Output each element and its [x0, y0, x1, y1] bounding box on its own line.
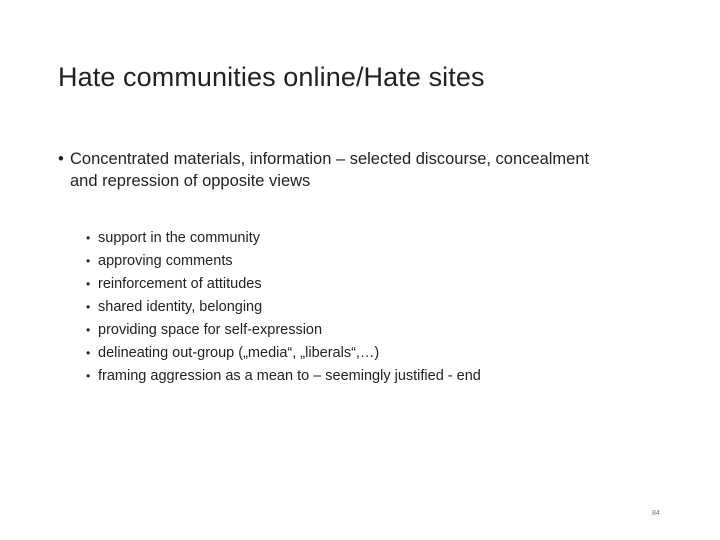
bullet-dot-icon: • [86, 277, 91, 291]
sub-bullet-item [86, 273, 481, 296]
sub-bullet-text: framing aggression as a mean to – seemingly justified - end [98, 368, 481, 384]
sub-bullet-item [86, 227, 481, 250]
sub-bullet-item [86, 296, 481, 319]
sub-bullet-item [86, 319, 481, 342]
bullet-dot-icon: • [86, 231, 91, 245]
bullet-dot-icon: • [86, 369, 91, 383]
bullet-dot-icon: • [86, 323, 91, 337]
sub-bullet-text: approving comments [98, 253, 233, 269]
bullet-dot-icon: • [86, 300, 91, 314]
sub-bullet-text: reinforcement of attitudes [98, 276, 262, 292]
sub-bullet-text: shared identity, belonging [98, 299, 263, 315]
bullet-dot-icon: • [86, 254, 91, 268]
slide-title: Hate communities online/Hate sites [58, 62, 485, 92]
bullet-dot-icon: • [58, 150, 64, 168]
sub-bullet-text: providing space for self-expression [98, 322, 323, 338]
main-bullet-text: Concentrated materials, information – selected discourse, concealment and repression of opposite views [70, 150, 590, 190]
main-bullet [58, 148, 618, 192]
sub-bullet-item [86, 365, 481, 388]
page-number: 84 [652, 510, 660, 517]
sub-bullet-text: delineating out-group („media“, „liberals“,…) [98, 345, 380, 361]
sub-bullet-item [86, 342, 481, 365]
sub-bullet-item [86, 250, 481, 273]
sub-bullet-text: support in the community [98, 230, 260, 246]
sub-bullet-list [86, 227, 481, 388]
bullet-dot-icon: • [86, 346, 91, 360]
